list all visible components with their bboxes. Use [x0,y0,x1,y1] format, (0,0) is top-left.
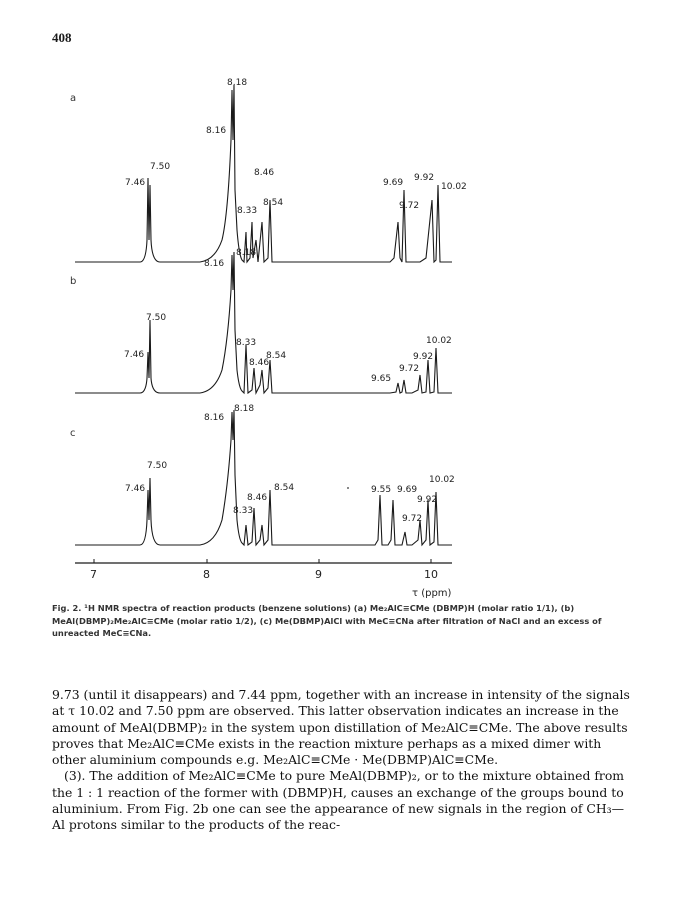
page-number: 408 [52,30,72,45]
peak-label: 8.16 [206,126,227,136]
peak-label: 8.33 [233,506,254,516]
peak-label: 9.92 [417,495,438,505]
peak-label: 8.18 [236,248,257,258]
peak-label: 10.02 [426,336,452,346]
peak-label: 7.50 [146,313,167,323]
peak-label: 8.54 [263,198,284,208]
peak-label: 7.50 [147,461,168,471]
peak-label: 9.69 [383,178,404,188]
body-text [52,687,636,834]
x-tick-label-10: 10 [424,568,438,581]
peak-label: 8.16 [204,259,225,269]
peak-label: 8.16 [204,413,225,423]
peak-label: 10.02 [429,475,455,485]
peak-label: 9.92 [413,352,434,362]
x-axis-title: τ (ppm) [412,588,452,599]
peak-label: 7.50 [150,162,171,172]
panel-label-b: b [70,276,77,287]
x-tick-label-9: 9 [315,568,322,581]
x-tick-label-8: 8 [203,568,210,581]
panel-label-c: c [70,428,76,439]
peak-label: 8.54 [274,483,295,493]
peak-label: 9.65 [371,374,392,384]
peak-label: 9.69 [397,485,418,495]
specks [347,487,349,489]
peak-label: 8.46 [247,493,268,503]
peak-label: 8.18 [234,404,255,414]
peak-label: 9.92 [414,173,435,183]
peak-label: 8.54 [266,351,287,361]
spectrum-b [75,252,452,393]
peak-label: 8.33 [237,206,258,216]
spectrum-c [75,410,452,545]
peak-label: 7.46 [125,178,146,188]
peak-label: 9.55 [371,485,392,495]
peak-label: 8.46 [249,358,270,368]
peak-label: 9.72 [402,514,423,524]
panel-label-a: a [70,93,77,104]
paragraph: (3). The addition of Me₂AlC≡CMe to pure MeAl(DBMP)₂, or to the mixture obtained from the 1 : 1 reaction of the former with (DBMP)H, causes an exchange of the groups bound to aluminium. From Fig. 2b one can see the appearance of new signals in the region of CH₃—Al protons similar to the products of the reac- [52,768,625,833]
peak-label: 9.72 [399,364,420,374]
peak-label: 10.02 [441,182,467,192]
peak-label: 8.33 [236,338,257,348]
figure-caption: Fig. 2. ¹H NMR spectra of reaction products (benzene solutions) (a) Me₂AlC≡CMe (DBMP)H (molar ratio 1/1), (b) MeAl(DBMP)₂Me₂AlC≡CMe (molar ratio 1/2), (c) Me(DBMP)AlCl with MeC≡CNa after filtration of NaCl and an excess of unreacted MeC≡CNa. [52,603,602,638]
peak-label: 7.46 [124,350,145,360]
peak-label: 8.46 [254,168,275,178]
peak-label: 7.46 [125,484,146,494]
paragraph: 9.73 (until it disappears) and 7.44 ppm, together with an increase in intensity of the signals at τ 10.02 and 7.50 ppm are observed. This latter observation indicates an increase in the amount of MeAl(DBMP)₂ in the system upon distillation of Me₂AlC≡CMe. The above results proves that Me₂AlC≡CMe exists in the reaction mixture perhaps as a mixed dimer with other aluminium compounds e.g. Me₂AlC≡CMe · Me(DBMP)AlC≡CMe. [52,687,630,768]
peak-label: 9.72 [399,201,420,211]
x-tick-label-7: 7 [90,568,97,581]
peak-label: 8.18 [227,78,248,88]
